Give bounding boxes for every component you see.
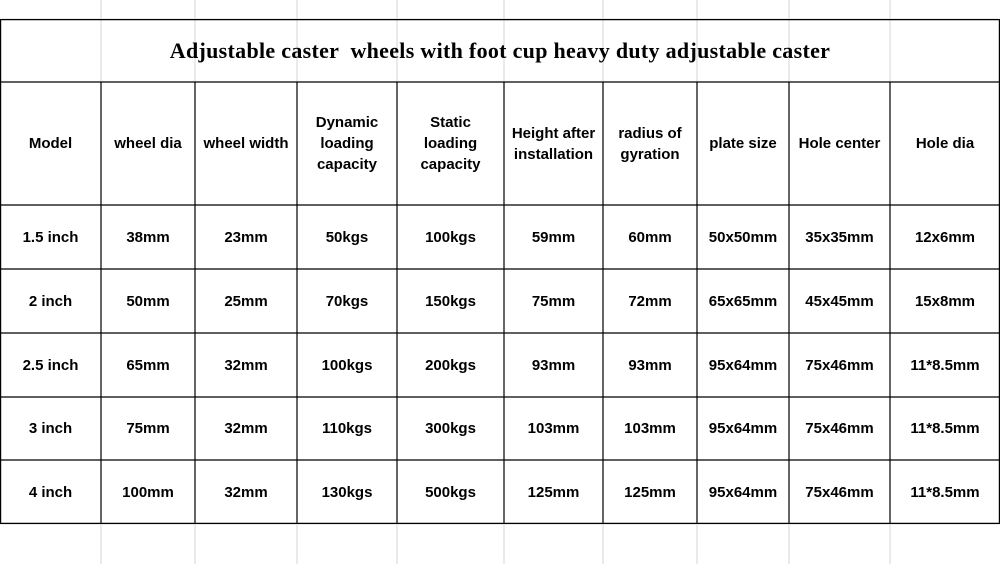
header-hole-dia: Hole dia	[915, 135, 975, 152]
cell-radius: 93mm	[628, 356, 672, 374]
cell-wheel-width: 23mm	[224, 228, 268, 246]
cell-wheel-dia: 100mm	[122, 483, 174, 501]
cell-model: 3 inch	[28, 420, 73, 437]
cell-radius: 125mm	[624, 483, 676, 501]
cell-hole-center: 75x46mm	[805, 483, 874, 501]
cell-dynamic-capacity: 130kgs	[321, 483, 373, 501]
header-wheel-dia: wheel dia	[114, 135, 182, 152]
cell-dynamic-capacity: 100kgs	[321, 356, 373, 374]
cell-hole-center: 45x45mm	[805, 292, 874, 310]
cell-wheel-width: 32mm	[224, 356, 268, 374]
cell-static-capacity: 500kgs	[425, 483, 476, 501]
cell-wheel-width: 32mm	[224, 420, 268, 437]
cell-height: 125mm	[527, 483, 580, 501]
cell-plate-size: 65x65mm	[708, 292, 778, 310]
cell-model: 1.5 inch	[22, 228, 79, 246]
header-plate-size: plate size	[709, 135, 777, 152]
cell-wheel-dia: 65mm	[126, 356, 170, 374]
cell-plate-size: 50x50mm	[708, 228, 778, 246]
header-hole-center: Hole center	[798, 135, 881, 152]
cell-wheel-dia: 50mm	[126, 292, 170, 310]
cell-hole-center: 35x35mm	[805, 228, 874, 246]
header-model: Model	[28, 135, 73, 152]
cell-height: 75mm	[531, 292, 576, 310]
cell-wheel-dia: 75mm	[126, 420, 170, 437]
header-height: Height after installation	[511, 124, 596, 163]
cell-static-capacity: 300kgs	[425, 420, 476, 437]
cell-hole-center: 75x46mm	[805, 420, 874, 437]
cell-radius: 72mm	[628, 292, 672, 310]
cell-hole-dia: 11*8.5mm	[910, 356, 980, 374]
header-radius: radius of gyration	[618, 124, 682, 163]
cell-hole-dia: 15x8mm	[914, 292, 976, 310]
table-title: Adjustable caster wheels with foot cup heavy duty adjustable caster	[169, 37, 831, 63]
cell-radius: 103mm	[624, 420, 676, 437]
table-borders	[0, 19, 1000, 524]
cell-static-capacity: 150kgs	[425, 292, 476, 310]
cell-wheel-width: 32mm	[224, 483, 268, 501]
cell-plate-size: 95x64mm	[708, 483, 778, 501]
cell-height: 59mm	[531, 228, 576, 246]
cell-model: 4 inch	[28, 483, 73, 501]
cell-plate-size: 95x64mm	[708, 356, 778, 374]
cell-hole-dia: 12x6mm	[914, 228, 976, 246]
cell-radius: 60mm	[628, 228, 672, 246]
header-static-capacity: Static loading capacity	[420, 114, 481, 173]
cell-static-capacity: 200kgs	[425, 356, 476, 374]
cell-model: 2.5 inch	[22, 356, 79, 374]
cell-wheel-dia: 38mm	[126, 228, 170, 246]
cell-static-capacity: 100kgs	[425, 228, 476, 246]
header-wheel-width: wheel width	[203, 135, 289, 152]
cell-wheel-width: 25mm	[224, 292, 268, 310]
cell-dynamic-capacity: 70kgs	[325, 292, 369, 310]
cell-model: 2 inch	[28, 292, 73, 310]
cell-dynamic-capacity: 50kgs	[325, 228, 369, 246]
cell-height: 93mm	[531, 356, 576, 374]
cell-height: 103mm	[527, 420, 580, 437]
cell-hole-dia: 11*8.5mm	[910, 420, 980, 437]
spec-table	[0, 19, 1000, 524]
header-dynamic-capacity: Dynamic loading capacity	[315, 114, 379, 173]
cell-hole-dia: 11*8.5mm	[910, 483, 980, 501]
cell-hole-center: 75x46mm	[805, 356, 874, 374]
cell-dynamic-capacity: 110kgs	[321, 420, 373, 437]
cell-plate-size: 95x64mm	[708, 420, 778, 437]
